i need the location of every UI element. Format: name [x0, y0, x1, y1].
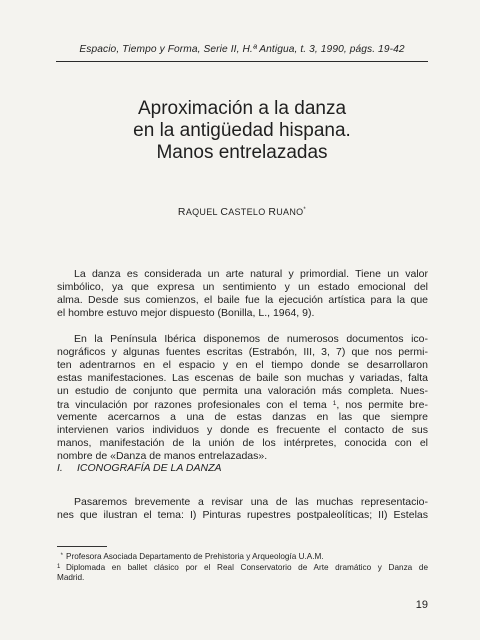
paragraph — [57, 333, 428, 463]
footnote: * Profesora Asociada Departamento de Prehistoria y Arqueología U.A.M. — [60, 552, 324, 561]
title-line: Manos entrelazadas — [156, 142, 328, 163]
footnote-mark: * — [303, 207, 307, 213]
text-line: vemente acercarnos a una de estas danzas en las que siempre — [57, 411, 428, 424]
text-line: un estudio de conjunto que permita una valoración más completa. Nues- — [57, 384, 428, 397]
footnote-divider — [57, 546, 107, 547]
title-line: Aproximación a la danza — [137, 98, 347, 119]
section-title: ICONOGRAFÍA DE LA DANZA — [77, 462, 222, 474]
section-heading — [57, 462, 428, 474]
article-title — [60, 98, 424, 164]
footnote: 1 Diplomada en ballet clásico por el Real Conservatorio de Arte dramático y Danza de — [57, 563, 428, 572]
text-line: nombre de «Danza de manos entrelazadas». — [57, 450, 268, 463]
paragraph — [57, 268, 428, 320]
page-number: 19 — [415, 599, 428, 611]
footnote-continuation: Madrid. — [57, 573, 85, 582]
title-line: en la antigüedad hispana. — [133, 120, 351, 141]
text-line: alma. Desde sus comienzos, el baile fue la ejecución artística para la que — [57, 293, 428, 306]
paragraph — [57, 496, 428, 522]
text-line: nes que ilustran el tema: I) Pinturas rupestres postpaleolíticas; II) Estelas — [57, 508, 428, 521]
text-line: Pasaremos brevemente a revisar una de las muchas representacio- — [74, 496, 428, 508]
header-divider — [56, 61, 428, 62]
text-line: tra vinculación por razones profesionales con el tema $^1$, nos permite bre- — [57, 398, 428, 411]
footnote-mark: 1 — [332, 399, 337, 407]
text-line: el hombre estuvo mejor dispuesto (Bonilla, L., 1964, 9). — [57, 306, 315, 319]
journal-citation: Espacio, Tiempo y Forma, Serie II, H.ª Antigua, t. 3, 1990, págs. 19-42 — [79, 44, 405, 55]
footnotes — [57, 551, 428, 583]
text-line: ten adentrarnos en el espacio y en el tiempo donde se desarrollaron — [57, 358, 428, 371]
text-line: nográficos y algunas fuentes escritas (Estrabón, III, 3, 7) que nos permi- — [57, 345, 428, 358]
section-number: I. — [57, 462, 63, 474]
text-line: manos, manifestación de la unión de los intérpretes, conocida con el — [57, 437, 428, 450]
text-line: En la Península Ibérica disponemos de numerosos documentos ico- — [74, 333, 428, 345]
text-line: intervienen varios individuos y donde es frecuente el contacto de sus — [57, 424, 428, 437]
text-line: estas manifestaciones. Las escenas de baile son muchas y variadas, falta — [57, 371, 428, 384]
text-line: La danza es considerada un arte natural y primordial. Tiene un valor — [74, 268, 428, 280]
author-name: RAQUEL CASTELO RUANO* — [177, 206, 307, 218]
text-line: simbólico, ya que expresa un sentimiento y un estado emocional del — [57, 280, 428, 293]
